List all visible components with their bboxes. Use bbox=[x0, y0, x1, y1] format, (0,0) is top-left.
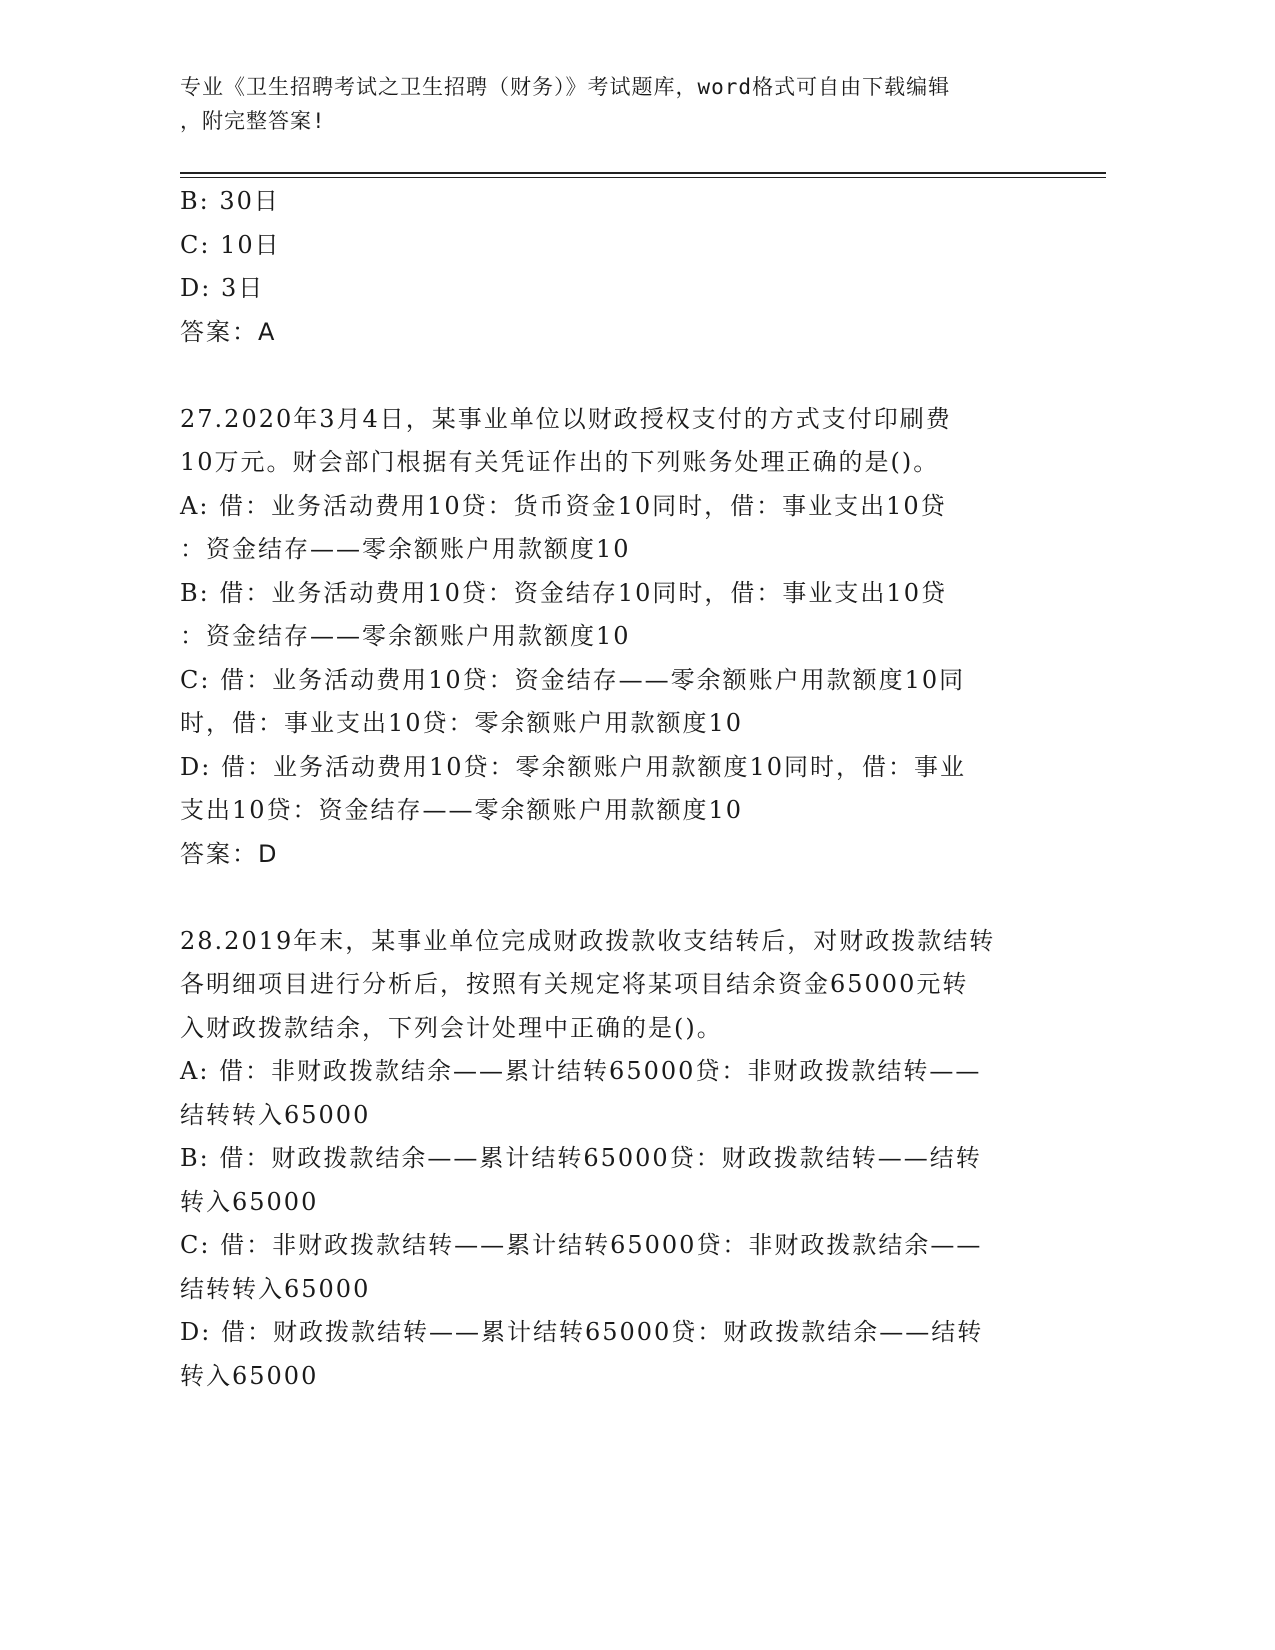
question-27 bbox=[180, 398, 1060, 877]
option-b-continued: 转入65000 bbox=[180, 1187, 319, 1216]
option-d-continued: 支出10贷：资金结存——零余额账户用款额度10 bbox=[180, 796, 744, 824]
spacer bbox=[180, 354, 1060, 398]
option-b: B: 30日 bbox=[180, 187, 280, 215]
question-26-tail bbox=[180, 180, 1060, 354]
option-c: C: 借：非财政拨款结转——累计结转65000贷：非财政拨款结余—— bbox=[180, 1231, 983, 1259]
question-stem-line: 10万元。财会部门根据有关凭证作出的下列账务处理正确的是()。 bbox=[180, 448, 940, 476]
answer-label: 答案：A bbox=[180, 317, 277, 346]
option-a: A: 借：非财政拨款结余——累计结转65000贷：非财政拨款结转—— bbox=[180, 1057, 982, 1085]
option-c: C: 10日 bbox=[180, 230, 281, 259]
option-a-continued: 结转转入65000 bbox=[180, 1100, 371, 1129]
option-d-continued: 转入65000 bbox=[180, 1361, 319, 1390]
option-c-continued: 时，借：事业支出10贷：零余额账户用款额度10 bbox=[180, 709, 744, 737]
header-title-line-1: 专业《卫生招聘考试之卫生招聘（财务）》考试题库，word格式可自由下载编辑 bbox=[180, 75, 951, 99]
option-d: D: 3日 bbox=[180, 274, 265, 302]
option-a: A: 借：业务活动费用10贷：货币资金10同时，借：事业支出10贷 bbox=[180, 491, 947, 520]
option-d: D: 借：财政拨款结转——累计结转65000贷：财政拨款结余——结转 bbox=[180, 1318, 984, 1346]
page-header bbox=[180, 70, 1060, 138]
option-c: C: 借：业务活动费用10贷：资金结存——零余额账户用款额度10同 bbox=[180, 665, 966, 694]
question-28 bbox=[180, 920, 1060, 1399]
question-stem-line: 28.2019年末，某事业单位完成财政拨款收支结转后，对财政拨款结转 bbox=[180, 926, 996, 955]
header-divider bbox=[180, 172, 1106, 178]
question-stem-line: 入财政拨款结余，下列会计处理中正确的是()。 bbox=[180, 1013, 723, 1042]
option-a-continued: ：资金结存——零余额账户用款额度10 bbox=[180, 535, 631, 563]
document-body bbox=[180, 180, 1060, 1398]
option-c-continued: 结转转入65000 bbox=[180, 1274, 371, 1303]
question-stem-line: 27.2020年3月4日，某事业单位以财政授权支付的方式支付印刷费 bbox=[180, 404, 952, 433]
question-stem-line: 各明细项目进行分析后，按照有关规定将某项目结余资金65000元转 bbox=[180, 970, 969, 998]
option-d: D: 借：业务活动费用10贷：零余额账户用款额度10同时，借：事业 bbox=[180, 752, 967, 781]
header-title-line-2: ，附完整答案! bbox=[180, 109, 326, 133]
answer-label: 答案：D bbox=[180, 839, 279, 868]
spacer bbox=[180, 876, 1060, 920]
option-b: B: 借：业务活动费用10贷：资金结存10同时，借：事业支出10贷 bbox=[180, 578, 947, 607]
option-b-continued: ：资金结存——零余额账户用款额度10 bbox=[180, 622, 631, 650]
option-b: B: 借：财政拨款结余——累计结转65000贷：财政拨款结转——结转 bbox=[180, 1144, 982, 1172]
